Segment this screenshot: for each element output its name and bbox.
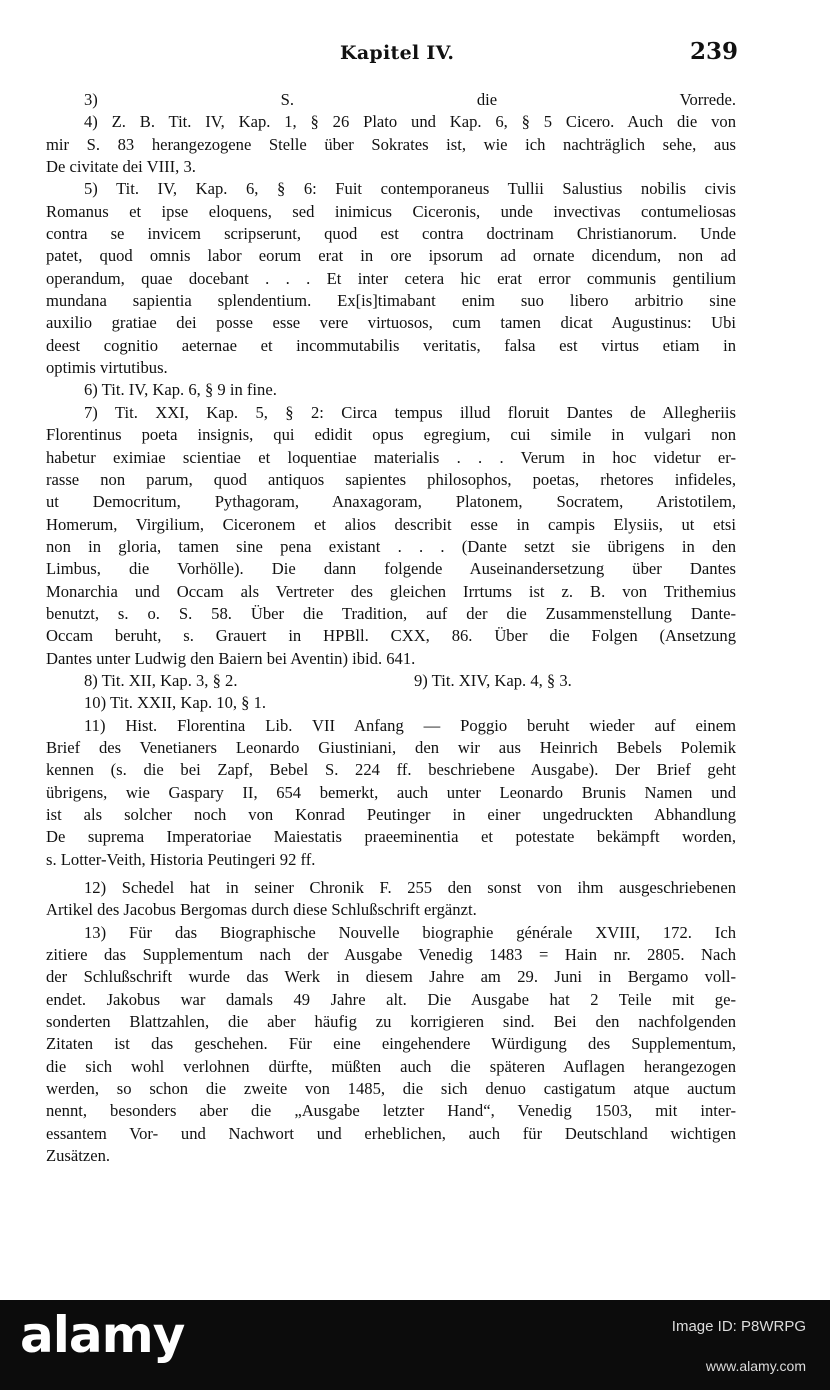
note-line: Brief des Venetianers Leonardo Giustiniani, den wir aus Heinrich Bebels Polemik [46,737,736,757]
note-line: übrigens, wie Gaspary II, 654 bemerkt, auch unter Leonardo Brunis Namen und [46,782,736,802]
note-line: optimis virtutibus. [46,358,168,378]
note-line: 10) Tit. XXII, Kap. 10, § 1. [84,693,267,713]
note-line: contra se invicem scripserunt, quod est contra doctrinam Christianorum. Unde [46,224,736,244]
note-line: mundana sapientia splendentium. Ex[is]timabant enim suo libero arbitrio sine [46,291,736,311]
site-url-label: www.alamy.com [705,1358,806,1374]
watermark-banner [0,1300,830,1390]
note-line: 7) Tit. XXI, Kap. 5, § 2: Circa tempus illud floruit Dantes de Allegheriis [84,402,736,422]
note-line-part: 8) Tit. XII, Kap. 3, § 2. [84,670,238,690]
note-line: Homerum, Virgilium, Ciceronem et alios describit esse in campis Elysiis, ut etsi [46,514,736,534]
note-line: 5) Tit. IV, Kap. 6, § 6: Fuit contemporaneus Tullii Salustius nobilis civis [84,179,736,199]
running-head [46,38,738,72]
note-line: operandum, quae docebant . . . Et inter cetera hic erat error communis gentilium [46,268,736,288]
page-number: 239 [689,38,738,65]
note-line: 3) S. die Vorrede. [84,90,736,109]
note-line: Florentinus poeta insignis, qui edidit opus egregium, cui simile in vulgari non [46,425,736,445]
note-line: auxilio gratiae dei posse esse vere virtuosos, cum tamen dicat Augustinus: Ubi [46,313,736,333]
note-line: mir S. 83 herangezogene Stelle über Sokrates ist, wie ich nachträglich sehe, aus [46,134,736,154]
note-line: werden, so schon die zweite von 1485, die sich denuo castigatum atque auctum [46,1079,736,1099]
note-line: non in gloria, tamen sine pena existant . . . (Dante setzt sie übrigens in den [46,536,736,556]
note-line: nennt, besonders aber die „Ausgabe letzter Hand“, Venedig 1503, mit inter- [46,1101,736,1121]
note-line: benutzt, s. o. S. 58. Über die Tradition, auf der die Zusammenstellung Dante- [46,603,736,623]
note-line-part: 9) Tit. XIV, Kap. 4, § 3. [414,670,572,690]
note-line: kennen (s. die bei Zapf, Bebel S. 224 ff. beschriebene Ausgabe). Der Brief geht [46,760,736,780]
note-line: s. Lotter-Veith, Historia Peutingeri 92 ff. [46,849,316,869]
note-line: ist als solcher noch von Konrad Peutinger in einer ungedruckten Abhandlung [46,805,736,824]
note-line: die sich wohl verlohnen dürfte, müßten auch die späteren Auflagen herangezogen [46,1056,736,1076]
note-line: De suprema Imperatoriae Maiestatis praeeminentia et potestate bekämpft worden, [46,827,736,847]
note-line: rasse non parum, quod antiquos sapientes philosophos, poetas, rhetores infideles, [46,469,736,489]
note-line: Occam beruht, s. Grauert in HPBll. CXX, 86. Über die Folgen (Ansetzung [46,626,736,646]
note-line: habetur eximiae scientiae et loquentiae materialis . . . Verum in hoc videtur er- [46,447,736,467]
note-line [46,670,736,692]
note-line: Artikel des Jacobus Bergomas durch diese Schlußschrift ergänzt. [46,900,477,920]
footnotes-block [46,89,736,1168]
note-line: Monarchia und Occam als Vertreter des gleichen Irrtums ist z. B. von Trithemius [46,581,736,601]
note-line: deest cognitio aeternae et incommutabilis veritatis, falsa est virtus etiam in [46,335,736,355]
note-line: 6) Tit. IV, Kap. 6, § 9 in fine. [84,380,277,400]
note-line: De civitate dei VIII, 3. [46,157,196,177]
note-line: Zusätzen. [46,1146,111,1166]
alamy-logo: alamy [20,1306,185,1364]
note-line: essantem Vor- und Nachwort und erheblichen, auch für Deutschland wichtigen [46,1123,736,1143]
note-line: sonderten Blattzahlen, die aber häufig zu korrigieren sind. Bei den nachfolgenden [46,1012,736,1032]
note-line: 11) Hist. Florentina Lib. VII Anfang — Poggio beruht wieder auf einem [84,715,736,735]
note-line: patet, quod omnis labor eorum erat in ore ipsorum ad ornate dicendum, non ad [46,246,736,266]
chapter-title: Kapitel IV. [340,42,455,64]
note-line: 13) Für das Biographische Nouvelle biographie générale XVIII, 172. Ich [84,922,736,942]
note-line: zitiere das Supplementum nach der Ausgabe Venedig 1483 = Hain nr. 2805. Nach [46,945,736,965]
note-line: der Schlußschrift wurde das Werk in diesem Jahre am 29. Juni in Bergamo voll- [46,967,736,987]
note-line: 4) Z. B. Tit. IV, Kap. 1, § 26 Plato und Kap. 6, § 5 Cicero. Auch die von [84,112,736,132]
image-id-label: Image ID: P8WRPG [671,1318,806,1335]
note-line: Dantes unter Ludwig den Baiern bei Aventin) ibid. 641. [46,648,416,668]
note-line: ut Democritum, Pythagoram, Anaxagoram, Platonem, Socratem, Aristotilem, [46,492,736,512]
note-line: endet. Jakobus war damals 49 Jahre alt. Die Ausgabe hat 2 Teile mit ge- [46,989,736,1009]
note-line: 12) Schedel hat in seiner Chronik F. 255 den sonst von ihm ausgeschriebenen [84,878,736,898]
note-line: Romanus et ipse eloquens, sed inimicus Ciceronis, unde invectivas contumeliosas [46,201,736,221]
note-line: Zitaten ist das geschehen. Für eine eingehendere Würdigung des Supplementum, [46,1034,736,1054]
note-line: Limbus, die Vorhölle). Die dann folgende Auseinandersetzung über Dantes [46,559,736,579]
